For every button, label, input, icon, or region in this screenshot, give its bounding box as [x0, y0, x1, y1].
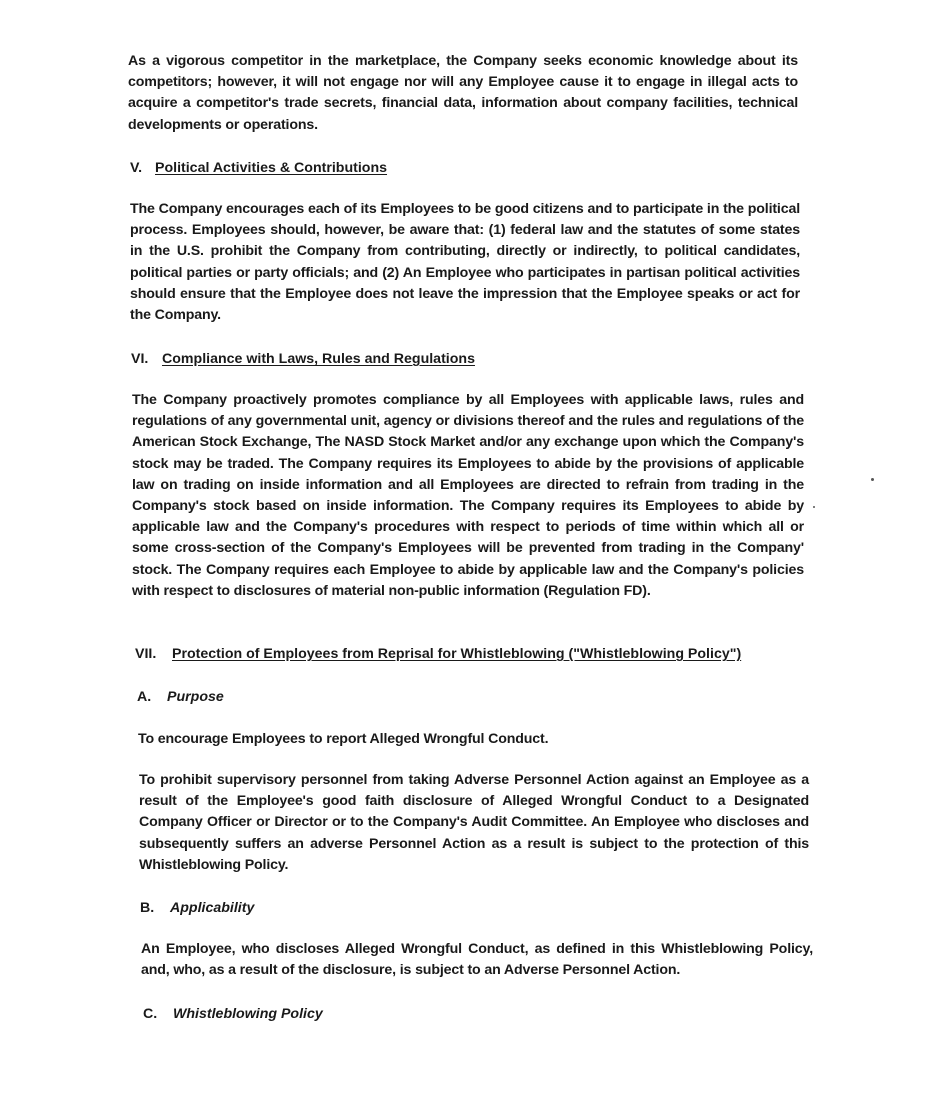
section-v-title: Political Activities & Contributions — [155, 160, 388, 176]
section-v-number: V. — [130, 160, 143, 176]
section-vii-title: Protection of Employees from Reprisal for Whistleblowing ("Whistleblowing Policy") — [172, 646, 742, 662]
section-v-heading — [130, 158, 387, 178]
subsection-a-para1: To encourage Employees to report Alleged Wrongful Conduct. — [138, 731, 549, 747]
subsection-b-title: Applicability — [170, 900, 255, 916]
section-vii-number: VII. — [135, 646, 157, 662]
subsection-b-letter: B. — [140, 900, 155, 916]
subsection-a-letter: A. — [137, 689, 152, 705]
subsection-a-para2: To prohibit supervisory personnel from taking Adverse Personnel Action against an Employee as a result of the Employee's good faith disclosure of Alleged Wrongful Conduct to a Designated Company Officer or Director or to the Company's Audit Committee. An Employee who discloses and subsequently suffers an adverse Personnel Action as a result is subject to the protection of this Whistleblowing Policy. — [139, 772, 809, 873]
subsection-b-heading — [140, 898, 254, 918]
subsection-b-body: An Employee, who discloses Alleged Wrongful Conduct, as defined in this Whistleblowing Policy, and, who, as a result of the disclosure, is subject to an Adverse Personnel Action. — [141, 941, 813, 979]
intro-paragraph: As a vigorous competitor in the marketplace, the Company seeks economic knowledge about its competitors; however, it will not engage nor will any Employee cause it to engage in illegal acts to acquire a competitor's trade secrets, financial data, information about company facilities, technical developments or operations. — [128, 53, 798, 133]
scan-speck — [871, 478, 874, 481]
section-vii-heading — [135, 644, 741, 664]
subsection-a-title: Purpose — [167, 689, 224, 705]
section-vi-number: VI. — [131, 351, 149, 367]
subsection-c-letter: C. — [143, 1006, 158, 1022]
subsection-c-heading — [143, 1004, 323, 1024]
subsection-c-title: Whistleblowing Policy — [173, 1006, 323, 1022]
subsection-a-heading — [137, 687, 224, 707]
section-v-body: The Company encourages each of its Employees to be good citizens and to participate in the political process. Employees should, however, be aware that: (1) federal law and the statutes of some states in the U.S. prohibit the Company from contributing, directly or indirectly, to political candidates, political parties or party officials; and (2) An Employee who participates in partisan political activities should ensure that the Employee does not leave the impression that the Employee speaks or act for the Company. — [130, 201, 800, 324]
section-vi-title: Compliance with Laws, Rules and Regulations — [162, 351, 475, 367]
scan-speck — [813, 506, 815, 508]
section-vi-heading — [131, 349, 475, 369]
section-vi-body: The Company proactively promotes compliance by all Employees with applicable laws, rules and regulations of any governmental unit, agency or divisions thereof and the rules and regulations of the American Stock Exchange, The NASD Stock Market and/or any exchange upon which the Company's stock may be traded. The Company requires its Employees to abide by the provisions of applicable law on trading on inside information and all Employees are directed to refrain from trading in the Company's stock based on inside information. The Company requires its Employees to abide by applicable law and the Company's procedures with respect to periods of time within which all or some cross-section of the Company's Employees will be prevented from trading in the Company' stock. The Company requires each Employee to abide by applicable law and the Company's policies with respect to disclosures of material non-public information (Regulation FD). — [132, 392, 804, 599]
